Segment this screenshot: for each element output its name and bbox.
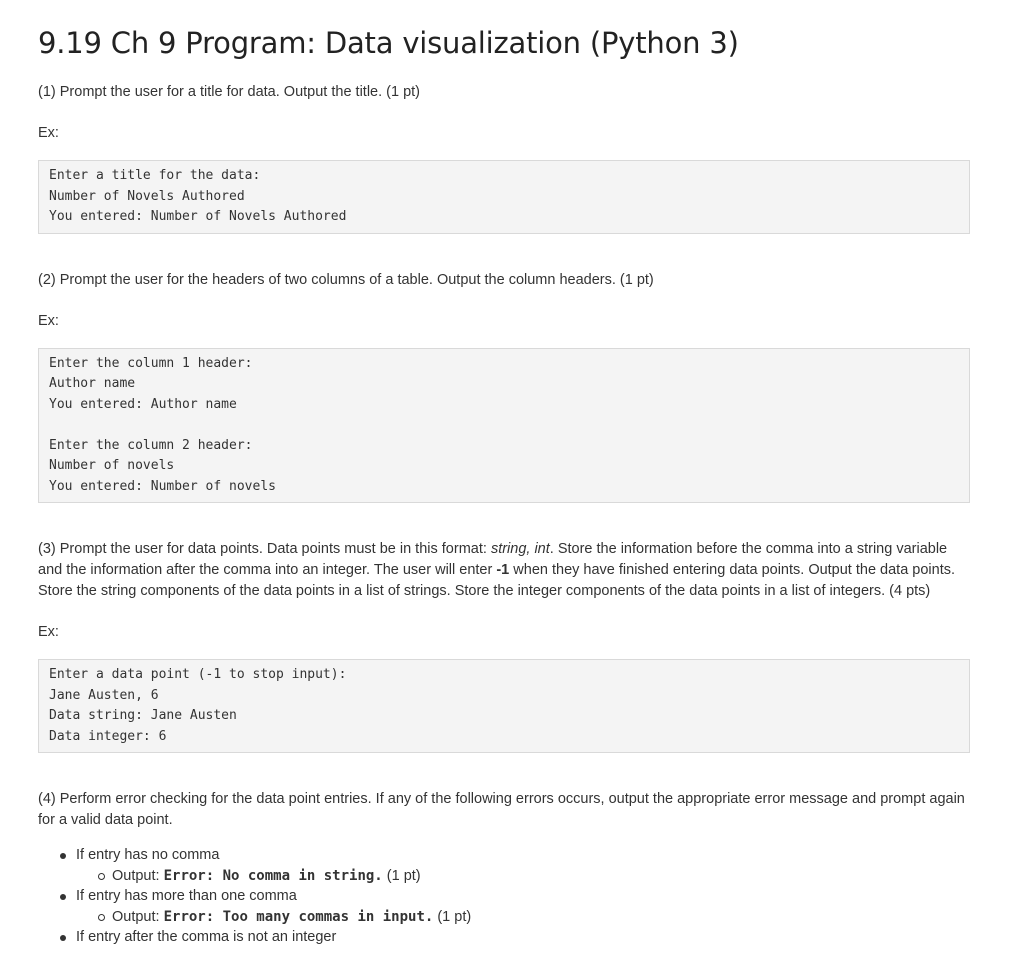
text-fragment: when they have finished entering data points. Output the data points. Store the string components of the data points in a list of strings. Store the integer components of the data points in a list of integers. (4 pts) — [38, 562, 956, 599]
sentinel-value: -1 — [496, 562, 510, 578]
list-item-label: If entry has more than one comma — [76, 888, 297, 904]
section-3-text — [38, 539, 970, 602]
text-fragment: . Store the information before the comma into a string variable and the information after the comma into an integer. The user will enter — [38, 541, 948, 578]
list-item-label: If entry has no comma — [76, 847, 220, 863]
page-title: 9.19 Ch 9 Program: Data visualization (Python 3) — [38, 26, 739, 60]
list-item-label: If entry after the comma is not an integer — [76, 929, 337, 945]
error-list — [38, 845, 970, 948]
section-4 — [38, 789, 970, 948]
section-2-text: (2) Prompt the user for the headers of two columns of a table. Output the column headers. (1 pt) — [38, 271, 654, 288]
format-emphasis: string, int — [490, 541, 550, 557]
error-message-code: Error: Too many commas in input. — [163, 908, 434, 925]
example-code-block: Enter a data point (-1 to stop input): Jane Austen, 6 Data string: Jane Austen Data integer: 6 — [38, 659, 970, 753]
sub-list-item — [98, 866, 970, 887]
example-label: Ex: — [38, 312, 59, 329]
example-code-block: Enter a title for the data: Number of Novels Authored You entered: Number of Novels Authored — [38, 160, 970, 234]
points-suffix: (1 pt) — [433, 908, 472, 925]
list-item — [60, 886, 970, 927]
section-1-text: (1) Prompt the user for a title for data. Output the title. (1 pt) — [38, 84, 421, 100]
list-item — [60, 927, 970, 948]
section-1 — [38, 82, 970, 234]
section-4-text: (4) Perform error checking for the data point entries. If any of the following errors occurs, output the appropriate error message and prompt again for a valid data point. — [38, 791, 965, 828]
error-message-code: Error: No comma in string. — [163, 867, 383, 884]
output-prefix: Output: — [112, 867, 164, 884]
example-label: Ex: — [38, 125, 59, 141]
sub-list-item — [98, 907, 970, 928]
example-label: Ex: — [38, 624, 59, 640]
list-item — [60, 845, 970, 886]
points-suffix: (1 pt) — [382, 867, 421, 884]
section-2 — [38, 270, 970, 504]
example-code-block: Enter the column 1 header: Author name You entered: Author name Enter the column 2 header: Number of novels You entered: Number of novels — [38, 348, 970, 504]
section-3 — [38, 539, 970, 753]
text-fragment: (3) Prompt the user for data points. Data points must be in this format: — [38, 541, 491, 557]
sub-list — [76, 866, 970, 887]
output-prefix: Output: — [112, 908, 164, 925]
sub-list — [76, 907, 970, 928]
